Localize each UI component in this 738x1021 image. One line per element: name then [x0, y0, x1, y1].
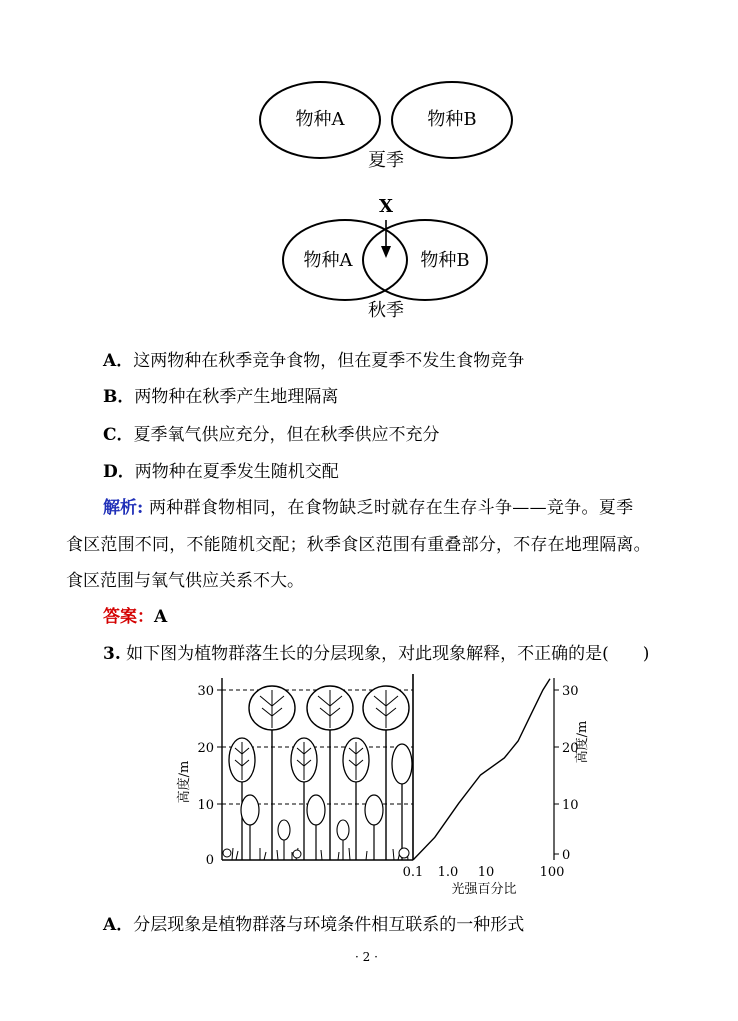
analysis-line-1	[103, 493, 633, 518]
answer-line	[103, 602, 167, 627]
page-number: · 2 ·	[355, 950, 378, 964]
shrub-1	[278, 820, 290, 860]
left-tick-label-20: 20	[197, 741, 214, 756]
q3-blank-close: )	[642, 644, 650, 664]
q3-stem	[103, 639, 649, 664]
species-diagram	[240, 70, 540, 330]
light-intensity-curve	[413, 679, 550, 860]
q2-option-b	[103, 382, 338, 407]
answer-label: 答案：	[103, 607, 154, 627]
small-tree-2	[307, 795, 325, 860]
mid-tree-4	[392, 744, 412, 860]
left-tick-label-0: 0	[205, 853, 214, 868]
q2-option-d-text: 两物种在夏季发生随机交配	[134, 462, 339, 482]
autumn-species-a-label: 物种A	[303, 250, 353, 271]
autumn-caption: 秋季	[368, 300, 404, 321]
analysis-label: 解析	[103, 498, 137, 518]
analysis-line-2	[66, 530, 651, 555]
small-tree-3	[365, 795, 383, 860]
q2-option-a	[103, 346, 524, 371]
analysis-text-2: 食区范围不同，不能随机交配；秋季食区范围有重叠部分，不存在地理隔离。	[66, 535, 651, 555]
right-y-label: 高度/m	[575, 720, 590, 764]
analysis-line-3	[66, 566, 304, 591]
q3-number: 3.	[103, 644, 121, 664]
x-tick-label-1: 1.0	[437, 865, 459, 880]
q2-option-b-letter: B．	[103, 387, 135, 407]
small-tree-1	[241, 795, 259, 860]
q3-stem-text: 如下图为植物群落生长的分层现象，对此现象解释，不正确的是(	[120, 644, 609, 664]
q2-option-a-letter: A．	[103, 351, 134, 371]
analysis-text-3: 食区范围与氧气供应关系不大。	[66, 571, 304, 591]
arrow-x-label: X	[379, 196, 393, 217]
x-axis-label: 光强百分比	[451, 882, 517, 897]
x-tick-label-10: 10	[477, 865, 495, 880]
arrow-x-head	[381, 246, 391, 258]
q2-option-b-text: 两物种在秋季产生地理隔离	[134, 387, 339, 407]
q3-option-a	[103, 910, 524, 935]
autumn-species-b-label: 物种B	[420, 250, 470, 271]
left-tick-label-10: 10	[197, 798, 214, 813]
mid-tree-3	[343, 738, 369, 860]
q2-option-d	[103, 457, 339, 482]
q2-option-c-letter: C．	[103, 425, 134, 445]
right-tick-label-20: 20	[562, 741, 579, 756]
right-tick-label-0: 0	[562, 848, 571, 863]
x-tick-label-100: 100	[539, 865, 565, 880]
right-tick-label-10: 10	[562, 798, 579, 813]
answer-value: A	[154, 607, 168, 627]
q2-option-a-text: 这两物种在秋季竞争食物，但在夏季不发生食物竞争	[133, 351, 525, 371]
analysis-text-1: 两种群食物相同，在食物缺乏时就存在生存斗争——竞争。夏季	[143, 498, 634, 518]
x-tick-label-0.1: 0.1	[402, 865, 424, 880]
q2-option-c	[103, 420, 440, 445]
right-tick-label-30: 30	[562, 684, 579, 699]
summer-caption: 夏季	[368, 150, 404, 171]
q2-option-d-letter: D．	[103, 462, 135, 482]
q3-option-a-letter: A．	[103, 915, 134, 935]
plant-stratification-figure	[177, 672, 600, 897]
left-tick-label-30: 30	[197, 684, 214, 699]
q3-option-a-text: 分层现象是植物群落与环境条件相互联系的一种形式	[133, 915, 525, 935]
summer-species-a-label: 物种A	[295, 109, 345, 130]
analysis-colon: :	[137, 498, 144, 518]
summer-species-b-label: 物种B	[427, 109, 477, 130]
left-y-label: 高度/m	[177, 760, 192, 804]
q2-option-c-text: 夏季氧气供应充分，但在秋季供应不充分	[133, 425, 440, 445]
